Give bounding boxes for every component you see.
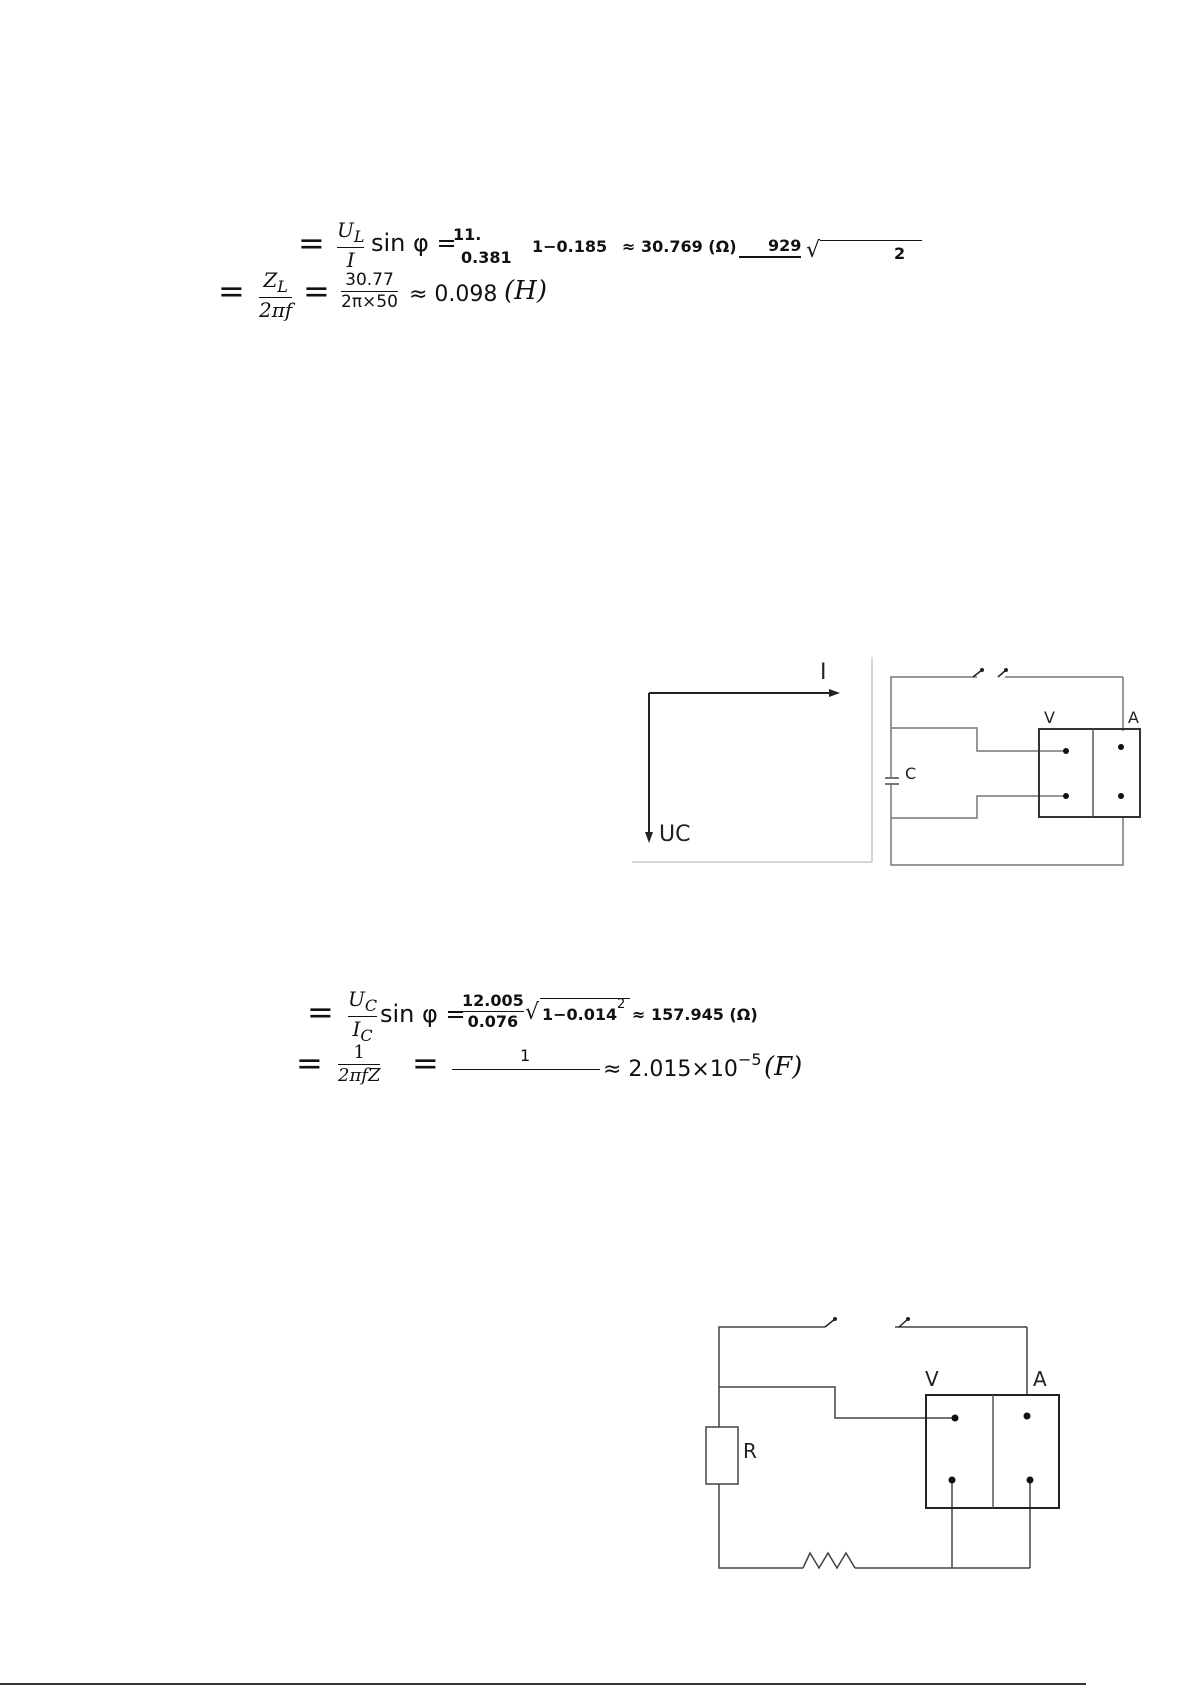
denominator-i: I	[346, 248, 355, 272]
numerator-u: U	[337, 218, 354, 242]
resistor-icon	[706, 1427, 738, 1484]
sqrt-sign: √	[525, 1000, 540, 1025]
sin-phi: sin φ =	[380, 1000, 466, 1028]
sin-phi: sin φ =	[371, 229, 457, 257]
voltmeter-terminal-top	[1063, 748, 1069, 754]
voltmeter-terminal-bottom	[949, 1477, 956, 1484]
numerator-u: U	[348, 987, 365, 1011]
numerator-z: Z	[263, 268, 278, 292]
bottom-left-wire	[719, 1484, 803, 1568]
fragment-929: 929	[768, 236, 802, 255]
approx-result: ≈ 157.945 (Ω)	[632, 1005, 758, 1024]
current-label: I	[820, 660, 827, 685]
value-lower: 0.381	[461, 248, 512, 267]
phasor-diagram	[630, 655, 875, 865]
ammeter-label: A	[1033, 1367, 1047, 1391]
uc-label: UC	[659, 822, 691, 847]
unit-farad: (F)	[764, 1052, 803, 1082]
approx-result: ≈ 30.769 (Ω)	[622, 237, 737, 256]
capacitor-circuit-diagram	[885, 655, 1145, 870]
denominator-i: I	[352, 1017, 361, 1041]
unit-henry: (H)	[504, 276, 547, 306]
fraction-1-over-2pifz	[338, 1044, 380, 1085]
subscript-l: L	[353, 227, 365, 246]
equals-sign-2: =	[412, 1044, 439, 1082]
value-upper: 11.	[453, 225, 482, 244]
radicand-inner: 1−0.185	[532, 237, 608, 256]
ammeter-terminal-top	[1024, 1413, 1031, 1420]
exponent: −5	[738, 1050, 762, 1069]
ammeter-terminal-bottom	[1118, 793, 1124, 799]
equals-sign: =	[298, 224, 325, 262]
numerator-3077: 30.77	[345, 270, 394, 290]
fraction-uc-over-ic	[348, 989, 377, 1044]
equals-sign: =	[307, 993, 334, 1031]
subscript-c: C	[360, 1026, 373, 1045]
equals-sign: =	[218, 272, 245, 310]
ammeter-label: A	[1128, 708, 1139, 727]
equals-sign-2: =	[303, 272, 330, 310]
sqrt-exponent: 2	[617, 997, 626, 1012]
fragment-2: 2	[894, 244, 906, 263]
resistor-label: R	[743, 1439, 757, 1463]
ammeter-terminal-bottom	[1027, 1477, 1034, 1484]
meter-box	[1039, 729, 1140, 817]
denominator-2pi-times-50: 2π×50	[341, 292, 398, 312]
uc-arrowhead-icon	[645, 832, 653, 843]
voltmeter-upper-lead	[719, 1387, 955, 1418]
denominator-2pifz: 2πfZ	[338, 1065, 381, 1086]
voltmeter-label: V	[1044, 708, 1055, 727]
voltmeter-label: V	[925, 1367, 939, 1391]
sqrt-sign: √	[806, 238, 821, 263]
fraction-bar-right	[452, 1069, 600, 1070]
top-left-wire	[719, 1327, 825, 1427]
rheostat-zigzag-icon	[803, 1553, 855, 1568]
fraction-ul-over-i	[337, 220, 364, 270]
sqrt-overline	[820, 240, 922, 241]
sqrt-inner: 1−0.014	[542, 1005, 618, 1024]
fraction-zl-over-2pif	[259, 270, 292, 320]
resistor-circuit-diagram	[705, 1310, 1065, 1580]
approx-result: ≈ 0.098	[409, 282, 498, 307]
subscript-c: C	[364, 996, 378, 1015]
fraction-12005-over-0076	[462, 993, 524, 1030]
voltmeter-terminal-top	[952, 1415, 959, 1422]
fraction-bar-fragment	[739, 256, 801, 258]
approx-result: ≈ 2.015×10	[603, 1057, 738, 1082]
denominator-2pif: 2πf	[259, 298, 293, 322]
numerator-1-right: 1	[520, 1046, 531, 1065]
equals-sign: =	[296, 1044, 323, 1082]
current-arrowhead-icon	[829, 689, 840, 697]
numerator-1: 1	[353, 1042, 365, 1063]
fraction-3077-over-2pi50	[341, 272, 398, 311]
numerator-12005: 12.005	[462, 991, 524, 1010]
denominator-0076: 0.076	[467, 1012, 519, 1031]
subscript-l: L	[277, 277, 288, 296]
ammeter-terminal-top	[1118, 744, 1124, 750]
capacitor-label: C	[905, 764, 917, 783]
voltmeter-terminal-bottom	[1063, 793, 1069, 799]
